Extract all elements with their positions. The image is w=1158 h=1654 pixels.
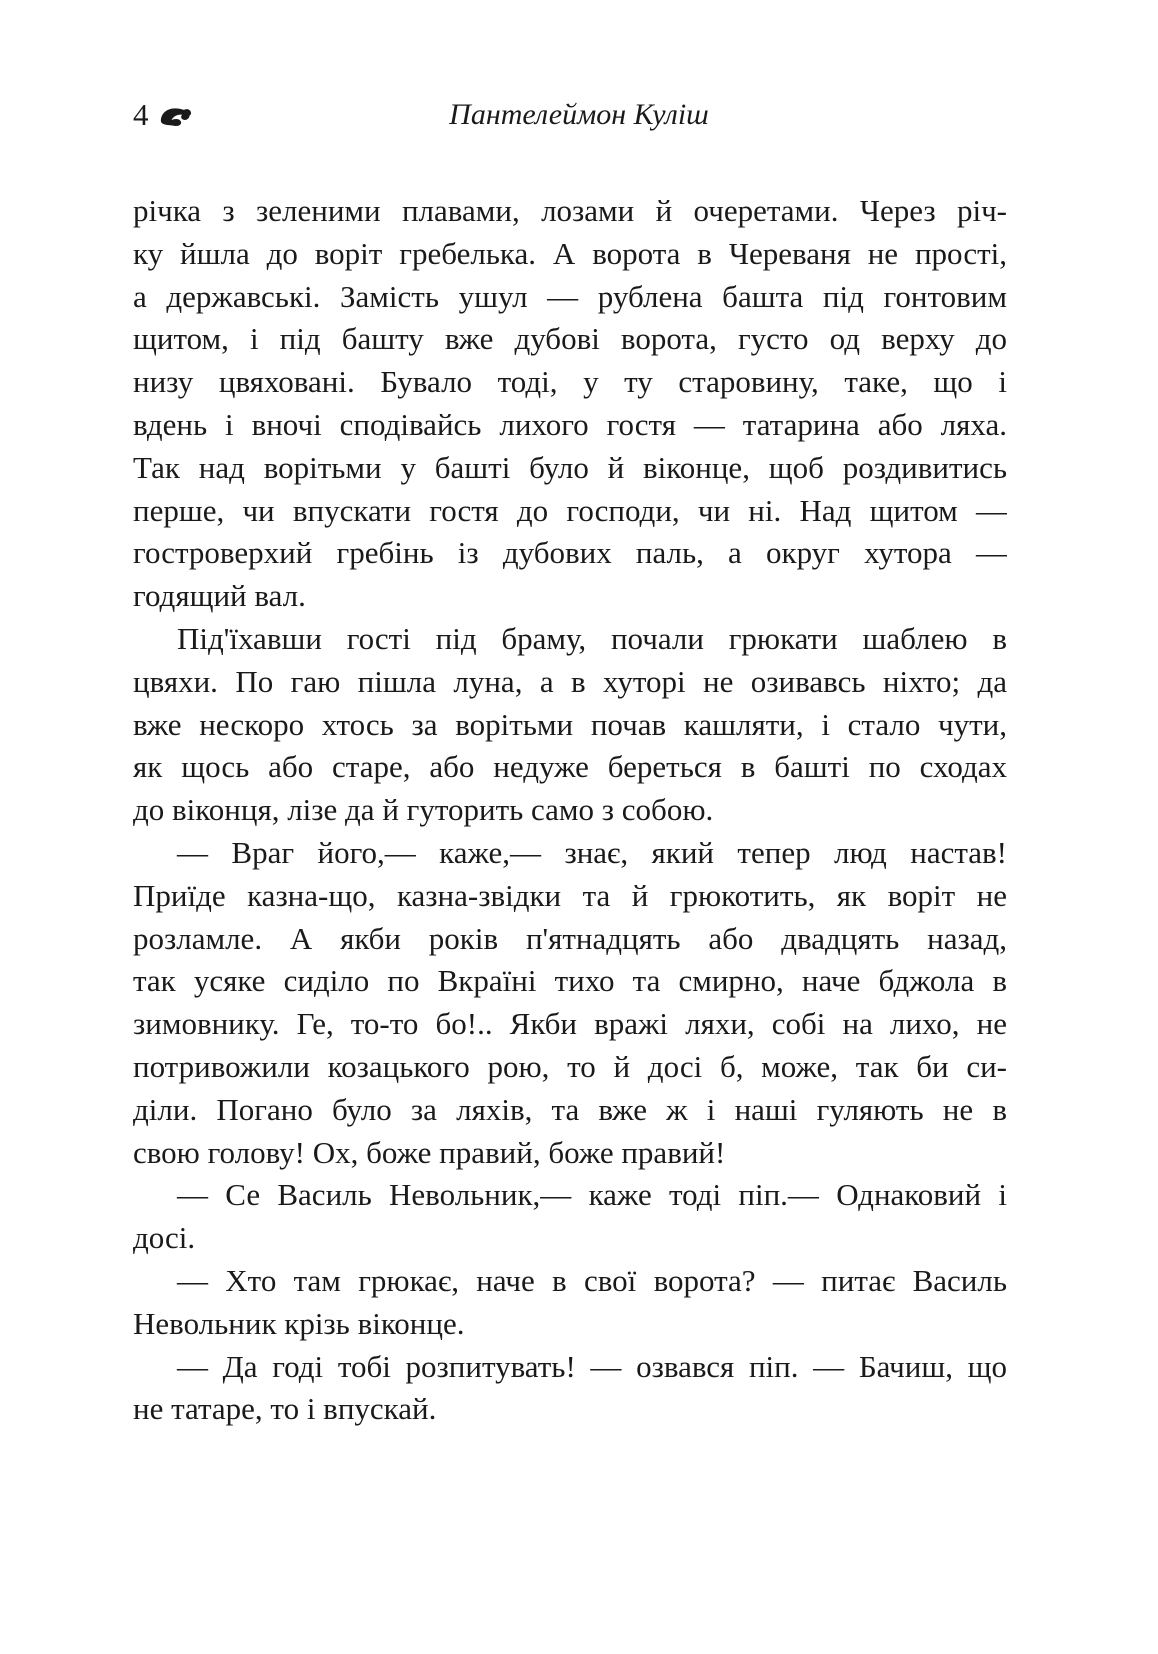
page-number-group bbox=[133, 96, 193, 134]
page-number: 4 bbox=[133, 97, 149, 132]
body-text bbox=[133, 190, 1007, 1431]
text-line: досі. bbox=[133, 1220, 196, 1256]
text-line: — Да годі тобі розпитувать! — озвався піп. — Бачиш, що bbox=[177, 1348, 1007, 1384]
text-line: а державські. Замість ушул — рублена башта під гонтовим bbox=[133, 278, 1007, 314]
text-line: не татаре, то і впускай. bbox=[133, 1391, 437, 1427]
running-header bbox=[0, 96, 1158, 136]
text-line: річка з зеленими плавами, лозами й очеретами. Через річ- bbox=[133, 193, 1007, 228]
running-header-title: Пантелеймон Куліш bbox=[449, 98, 709, 131]
text-line: низу цвяховані. Бувало тоді, у ту старовину, таке, що і bbox=[133, 364, 1007, 400]
text-line: потривожили козацького рою, то й досі б, може, так би си- bbox=[133, 1048, 1007, 1084]
text-line: — Враг його,— каже,— знає, який тепер люд настав! bbox=[177, 834, 1007, 870]
text-line: до віконця, лізе да й гуторить само з собою. bbox=[133, 792, 714, 828]
text-line: Так над ворітьми у башті було й віконце, щоб роздивитись bbox=[133, 449, 1007, 485]
text-line: свою голову! Ох, боже правий, боже правий! bbox=[133, 1134, 726, 1170]
text-line: — Хто там грюкає, наче в свої ворота? — питає Василь bbox=[177, 1262, 1007, 1298]
text-line: щитом, і під башту вже дубові ворота, густо од верху до bbox=[133, 321, 1007, 357]
text-line: як щось або старе, або недуже береться в башті по сходах bbox=[133, 749, 1007, 785]
text-line: гостроверхий гребінь із дубових паль, а округ хутора — bbox=[133, 535, 1007, 571]
text-line: так усяке сиділо по Вкраїні тихо та смирно, наче бджола в bbox=[133, 963, 1007, 999]
text-line: діли. Погано було за ляхів, та вже ж і наші гуляють не в bbox=[133, 1091, 1007, 1127]
text-line: перше, чи впускати гостя до господи, чи ні. Над щитом — bbox=[133, 492, 1007, 528]
text-line: ку йшла до воріт гребелька. А ворота в Череваня не прості, bbox=[133, 235, 1007, 271]
text-line: годящий вал. bbox=[133, 578, 306, 614]
text-line: Приїде казна-що, казна-звідки та й грюкотить, як воріт не bbox=[133, 877, 1007, 913]
text-line: вже нескоро хтось за ворітьми почав кашляти, і стало чути, bbox=[133, 706, 1007, 742]
text-line: зимовнику. Ге, то-то бо!.. Якби вражі ляхи, собі на лихо, не bbox=[133, 1006, 1007, 1042]
text-line: вдень і вночі сподівайсь лихого гостя — татарина або ляха. bbox=[133, 406, 1007, 442]
text-line: Невольник крізь віконце. bbox=[133, 1305, 465, 1341]
text-line: — Се Василь Невольник,— каже тоді піп.— Однаковий і bbox=[177, 1177, 1007, 1213]
text-line: розламле. А якби років п'ятнадцять або двадцять назад, bbox=[133, 920, 1007, 956]
text-line: цвяхи. По гаю пішла луна, а в хуторі не озивавсь ніхто; да bbox=[133, 663, 1007, 699]
fleuron-icon bbox=[159, 104, 193, 133]
text-line: Під'їхавши гості під браму, почали грюкати шаблею в bbox=[177, 620, 1007, 656]
